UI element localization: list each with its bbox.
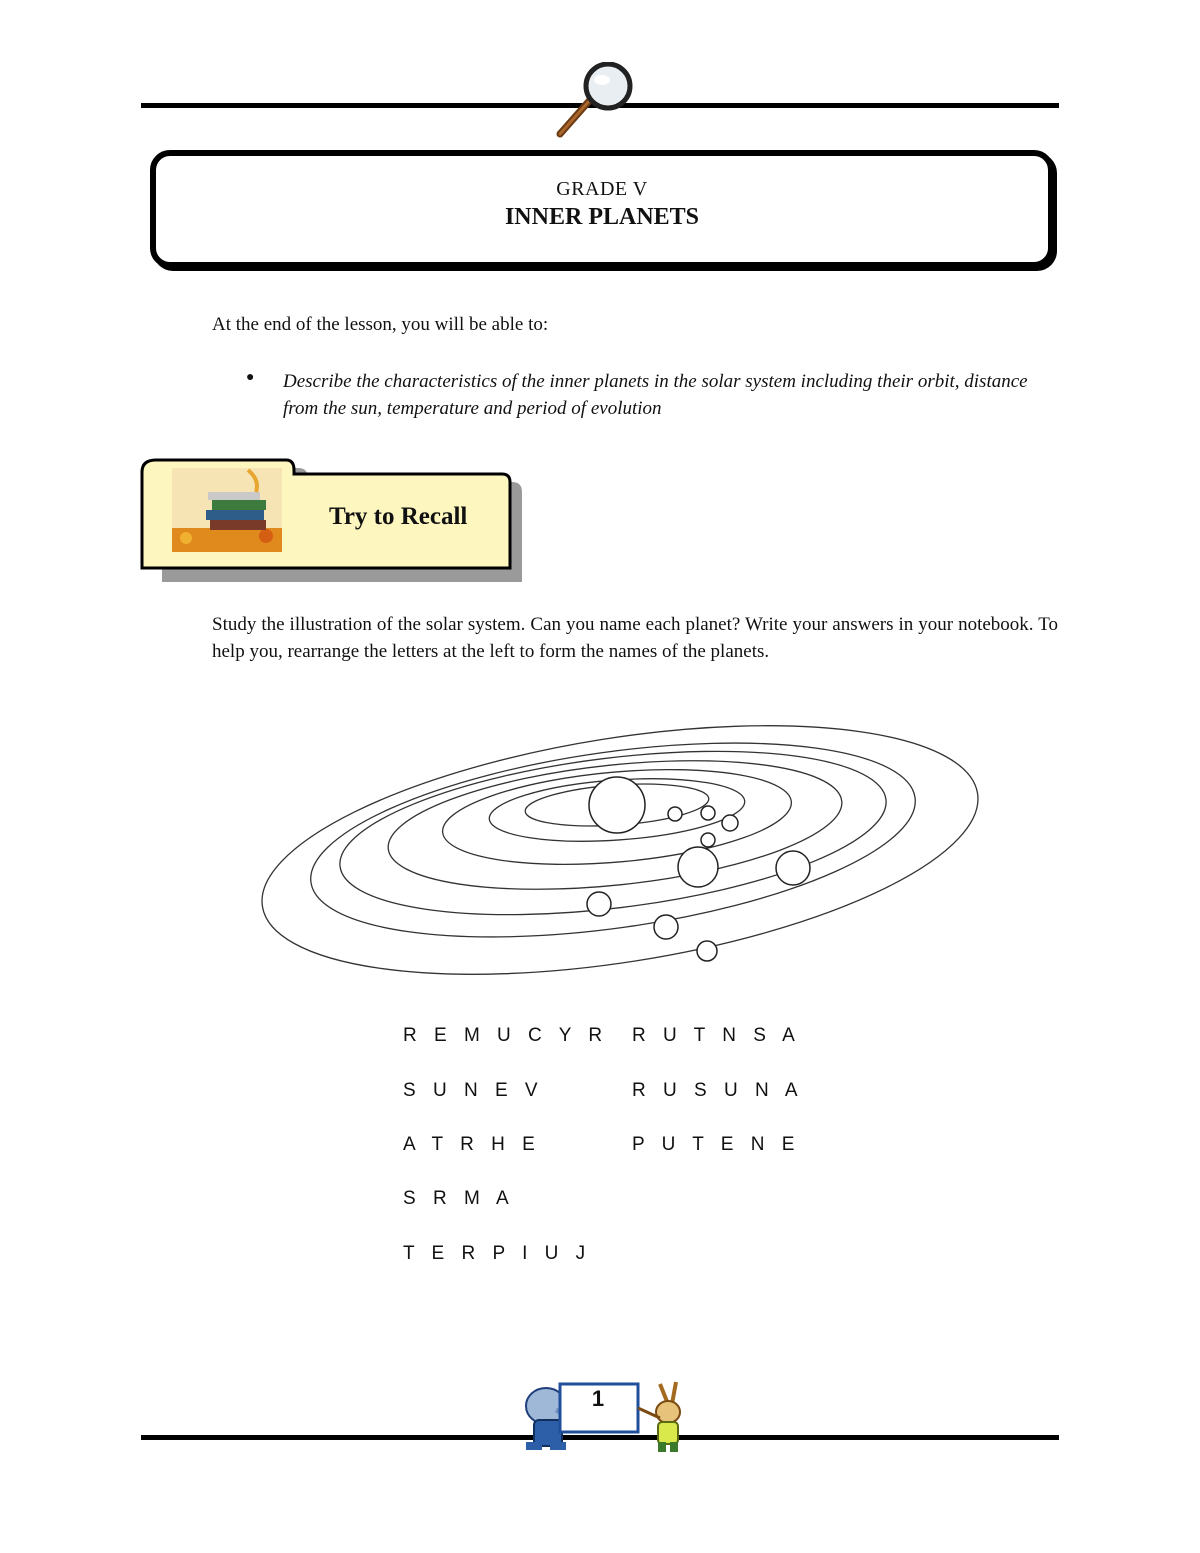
objectives-intro: At the end of the lesson, you will be able to: bbox=[212, 314, 549, 335]
planet bbox=[654, 915, 678, 939]
planet bbox=[701, 833, 715, 847]
rabbit-mascot-icon bbox=[638, 1382, 680, 1452]
magnifying-glass-icon bbox=[550, 62, 650, 142]
lesson-title: INNER PLANETS bbox=[504, 204, 700, 230]
scrambled-word: T E R P I U J bbox=[403, 1243, 592, 1264]
scrambled-word: P U T E N E bbox=[632, 1134, 801, 1155]
grade-label: GRADE V bbox=[556, 178, 648, 200]
solar-system-diagram bbox=[255, 725, 995, 993]
planet bbox=[701, 806, 715, 820]
planet bbox=[678, 847, 718, 887]
planet bbox=[776, 851, 810, 885]
objective-item: Describe the characteristics of the inner planets in the solar system including their orbit, distance from the sun, temperature and period of evolution bbox=[283, 371, 1028, 419]
instructions-paragraph: Study the illustration of the solar system. Can you name each planet? Write your answers in your notebook. To help you, rearrange the letters at the left to form the names of the planets. bbox=[212, 614, 1058, 662]
books-icon bbox=[172, 468, 282, 552]
planet bbox=[668, 807, 682, 821]
section-title: Try to Recall bbox=[329, 503, 468, 530]
scrambled-word: R U S U N A bbox=[632, 1080, 804, 1101]
page-number: 1 bbox=[591, 1386, 605, 1411]
planet bbox=[587, 892, 611, 916]
scrambled-word: S R M A bbox=[403, 1188, 515, 1209]
planet bbox=[697, 941, 717, 961]
sun bbox=[589, 777, 645, 833]
title-box bbox=[150, 150, 1054, 268]
orbit bbox=[299, 725, 928, 970]
scrambled-word: A T R H E bbox=[403, 1134, 541, 1155]
scrambled-word: R U T N S A bbox=[632, 1025, 801, 1046]
scrambled-word: S U N E V bbox=[403, 1080, 544, 1101]
scrambled-word: R E M U C Y R bbox=[403, 1025, 609, 1046]
bullet-icon: ● bbox=[246, 370, 255, 385]
planet bbox=[722, 815, 738, 831]
